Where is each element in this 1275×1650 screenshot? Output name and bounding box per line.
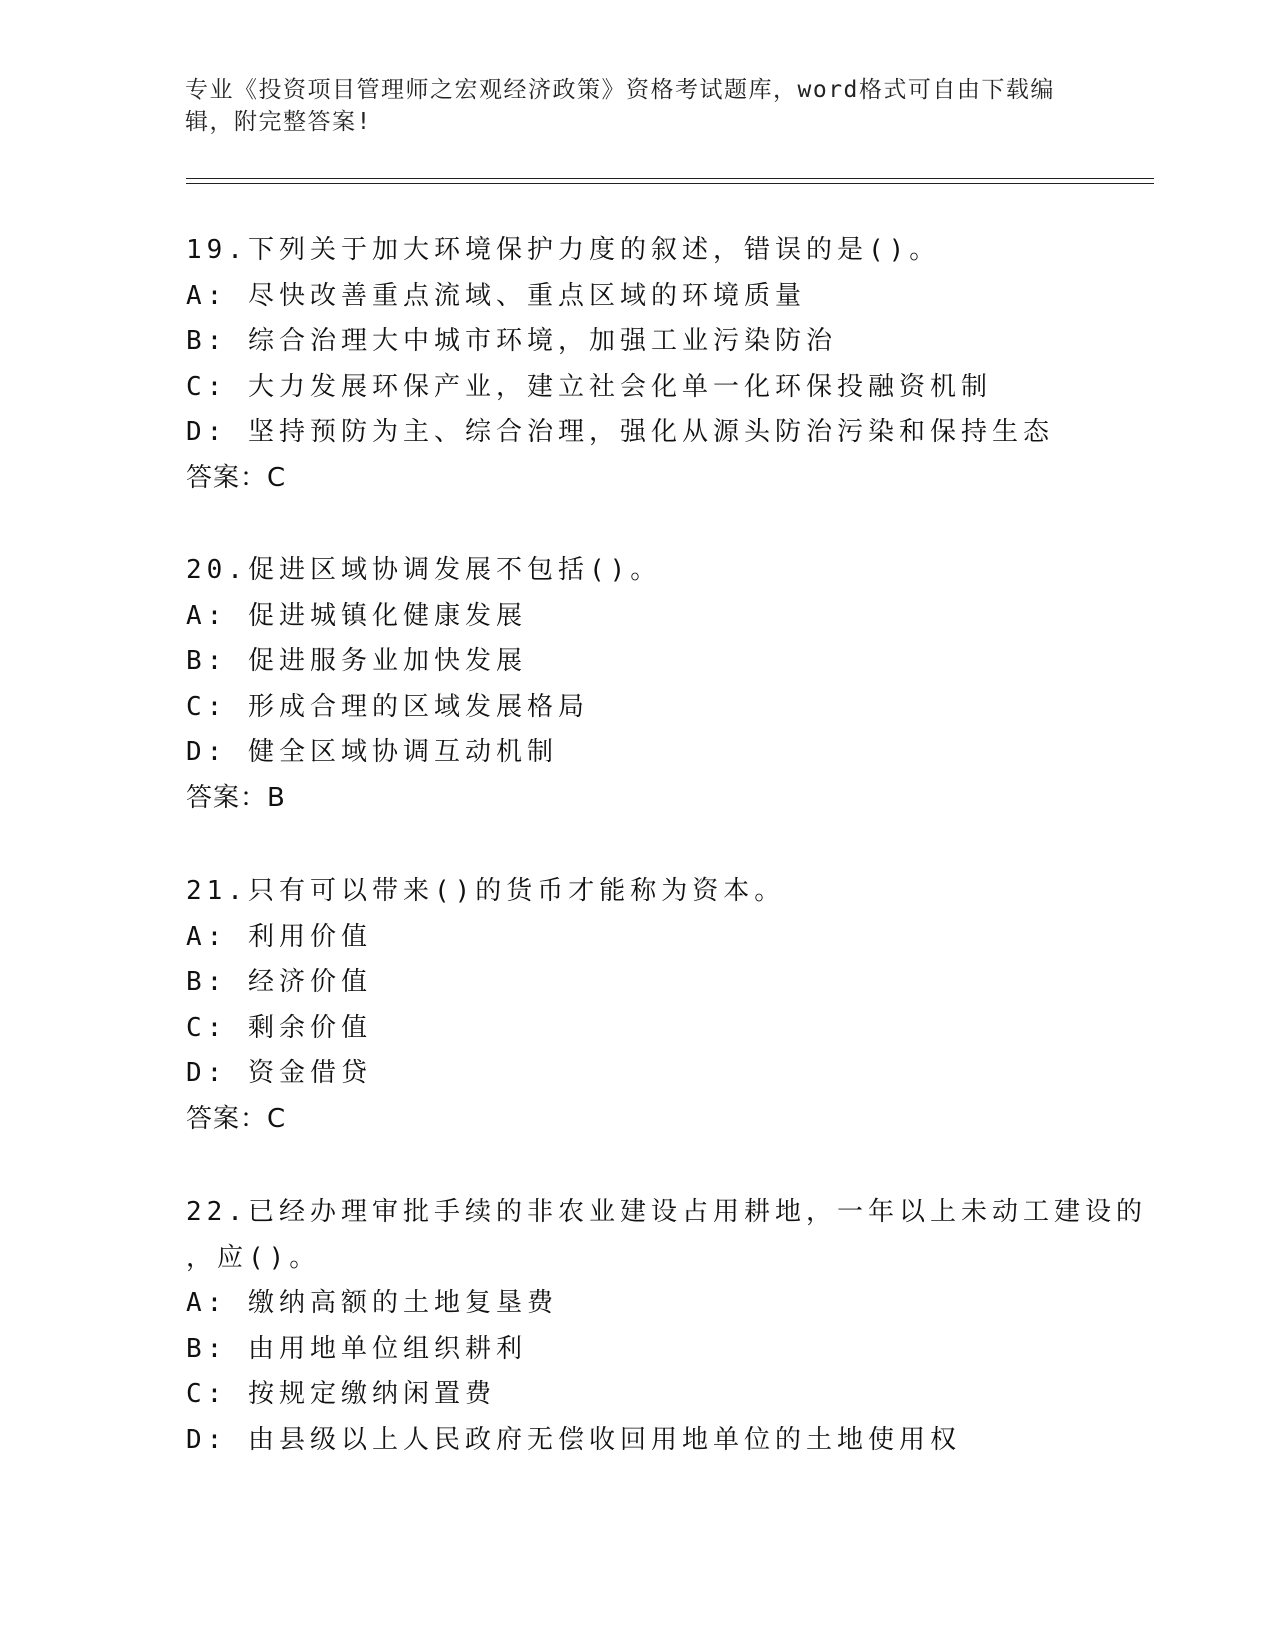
question-stem-continuation: ，应()。 bbox=[186, 1242, 321, 1273]
option-a: A: 利用价值 bbox=[186, 921, 372, 952]
option-d: D: 由县级以上人民政府无偿收回用地单位的土地使用权 bbox=[186, 1424, 961, 1455]
option-a: A: 促进城镇化健康发展 bbox=[186, 600, 527, 631]
question-stem: 20.促进区域协调发展不包括()。 bbox=[186, 555, 662, 585]
question-stem: 22.已经办理审批手续的非农业建设占用耕地，一年以上未动工建设的 bbox=[186, 1197, 1147, 1227]
option-d: D: 健全区域协调互动机制 bbox=[186, 737, 558, 767]
question-22 bbox=[186, 1190, 1147, 1463]
document-header bbox=[185, 74, 1065, 138]
question-stem: 21.只有可以带来()的货币才能称为资本。 bbox=[186, 876, 786, 906]
answer: 答案：C bbox=[186, 1103, 287, 1134]
answer: 答案：C bbox=[186, 462, 287, 493]
question-20 bbox=[186, 548, 1086, 821]
header-divider-bottom bbox=[186, 183, 1154, 184]
question-21 bbox=[186, 869, 1086, 1142]
question-stem: 19.下列关于加大环境保护力度的叙述，错误的是()。 bbox=[186, 235, 941, 265]
option-b: B: 由用地单位组织耕利 bbox=[186, 1333, 527, 1364]
option-a: A: 尽快改善重点流域、重点区域的环境质量 bbox=[186, 280, 806, 311]
option-b: B: 促进服务业加快发展 bbox=[186, 646, 527, 676]
option-a: A: 缴纳高额的土地复垦费 bbox=[186, 1288, 558, 1318]
header-divider-top bbox=[186, 178, 1154, 179]
option-c: C: 形成合理的区域发展格局 bbox=[186, 691, 589, 722]
option-c: C: 按规定缴纳闲置费 bbox=[186, 1379, 496, 1409]
option-d: D: 资金借贷 bbox=[186, 1058, 372, 1088]
answer: 答案：B bbox=[186, 782, 286, 813]
option-b: B: 综合治理大中城市环境，加强工业污染防治 bbox=[186, 326, 837, 356]
option-b: B: 经济价值 bbox=[186, 967, 372, 997]
option-d: D: 坚持预防为主、综合治理，强化从源头防治污染和保持生态 bbox=[186, 417, 1054, 447]
option-c: C: 剩余价值 bbox=[186, 1012, 372, 1043]
header-line-1: 专业《投资项目管理师之宏观经济政策》资格考试题库，word格式可自由下载编 bbox=[185, 77, 1055, 103]
question-19 bbox=[186, 228, 1086, 501]
header-line-2: 辑，附完整答案! bbox=[185, 109, 372, 135]
option-c: C: 大力发展环保产业，建立社会化单一化环保投融资机制 bbox=[186, 371, 992, 402]
